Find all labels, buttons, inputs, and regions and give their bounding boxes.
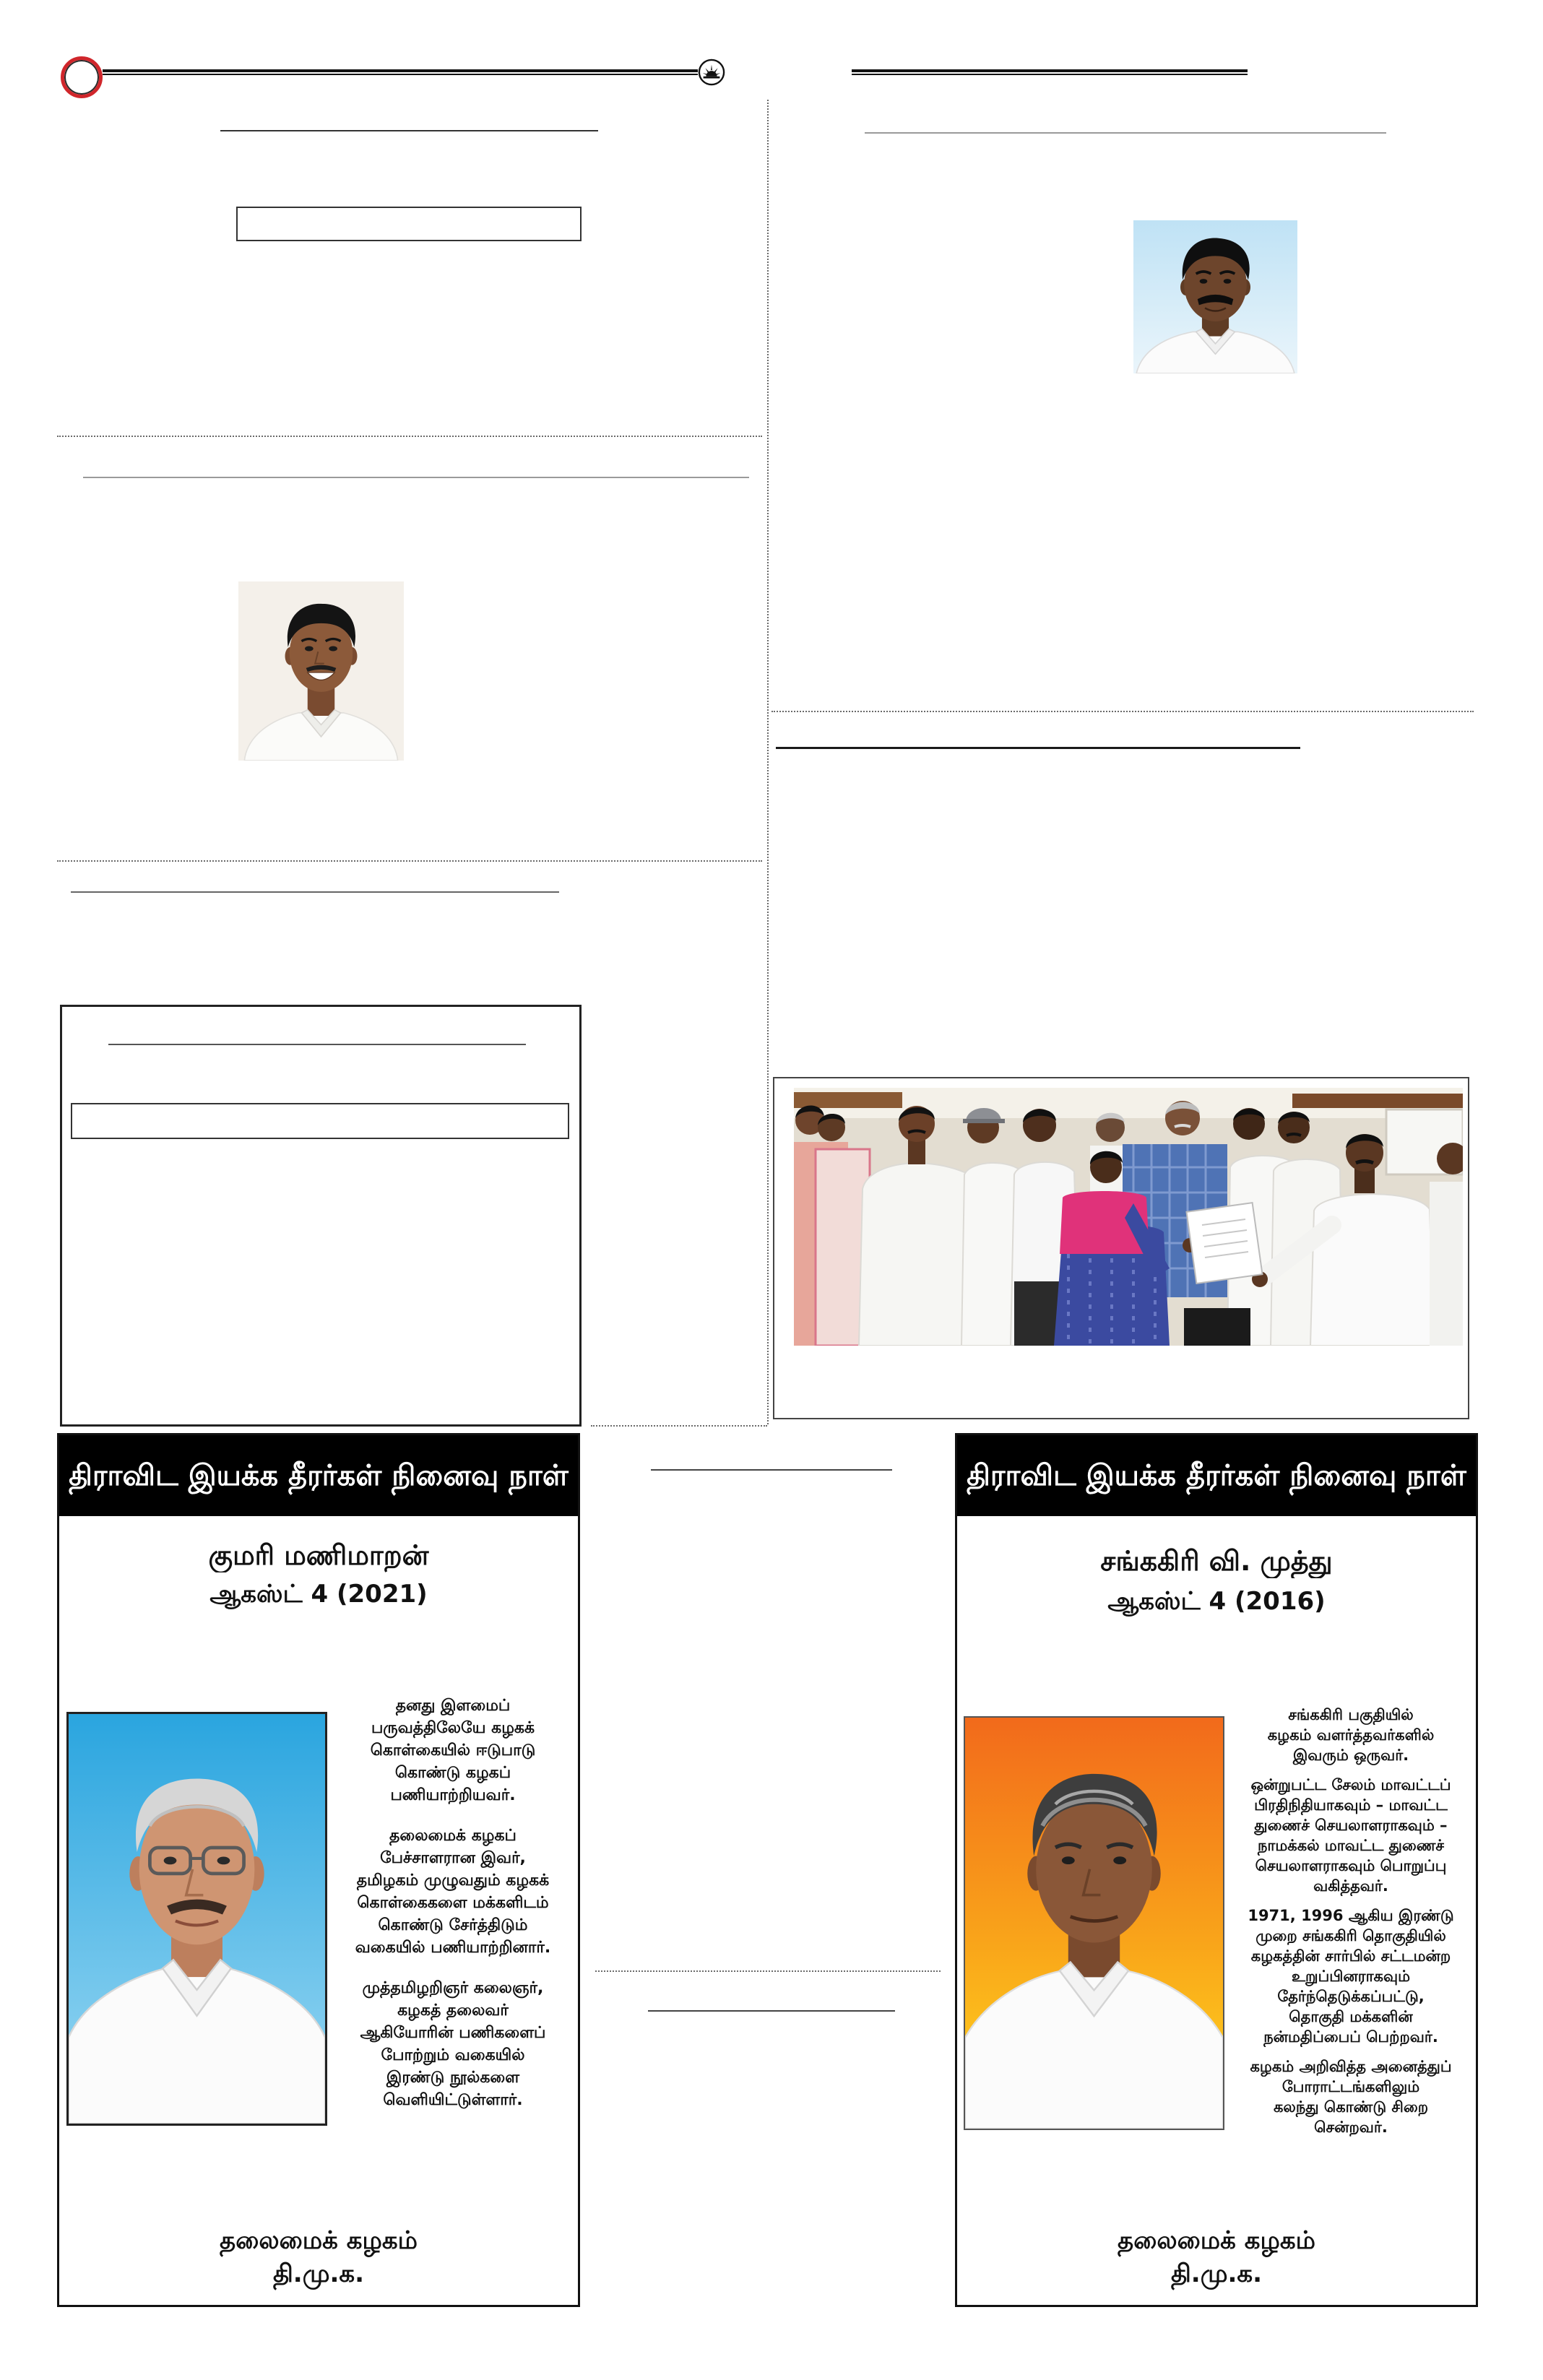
bio-line: கொள்கையில் ஈடுபாடு [370,1741,536,1760]
bio-line: சங்ககிரி பகுதியில் [1288,1706,1414,1723]
bio-line: உறுப்பினராகவும் [1291,1968,1410,1985]
memorial-banner: திராவிட இயக்க தீரர்கள் நினைவு நாள் [957,1435,1476,1516]
bio-line: போராட்டங்களிலும் [1281,2078,1420,2095]
section-divider [772,711,1474,712]
bio-paragraph [1232,1775,1470,1896]
bio-line: தமிழகம் முழுவதும் கழகக் [356,1871,550,1890]
bio-line: ஒன்றுபட்ட சேலம் மாவட்டப் [1250,1776,1451,1793]
bio-line: நாமக்கல் மாவட்ட துணைச் [1257,1837,1445,1854]
footer-org: தலைமைக் கழகம் [220,2226,418,2255]
column-divider [767,100,769,1424]
headline-rule [648,2010,895,2012]
bio-paragraph [1232,1905,1470,2047]
memorial-bio [334,1695,572,2129]
group-photo [794,1088,1463,1346]
headline-rule [71,891,559,893]
bio-line: நன்மதிப்பைப் பெற்றவர். [1263,2028,1438,2046]
memorial-date: ஆகஸ்ட் 4 (2021) [209,1580,428,1609]
boxed-article-subhead-box [71,1103,569,1139]
headline-rule [776,747,1300,749]
handbag [1184,1308,1250,1346]
headline-rule [83,477,749,478]
masthead-rule [103,69,698,75]
bio-line: சென்றவர். [1314,2119,1388,2136]
bio-line: பருவத்திலேயே கழகக் [371,1719,535,1737]
bio-line: கலந்து கொண்டு சிறை [1274,2098,1428,2116]
bio-line: போற்றும் வகையில் [381,2046,525,2064]
footer-org: தலைமைக் கழகம் [1118,2226,1315,2255]
section-divider [57,860,762,862]
portrait-photo [1133,220,1297,373]
masthead-rule-right [852,69,1248,75]
bio-line: வெளியிட்டுள்ளார். [383,2091,523,2109]
subhead-box [236,207,582,241]
memorial-card [955,1433,1478,2307]
bio-line: கழகம் வளர்த்தவர்களில் [1267,1726,1435,1744]
rising-sun-emblem-icon [698,59,725,86]
headline-rule [651,1469,892,1471]
boxed-article-rule [108,1044,526,1045]
bio-line: கொள்கைகளை மக்களிடம் [357,1894,549,1912]
bio-paragraph [334,1977,572,2111]
bio-line: வகையில் பணியாற்றினார். [355,1939,551,1957]
red-ring-icon [61,56,103,98]
headline-rule [865,132,1386,134]
bio-line: பிரதிநிதியாகவும் – மாவட்ட [1254,1796,1448,1814]
bio-paragraph [1232,1705,1470,1765]
memorial-date: ஆகஸ்ட் 4 (2016) [1107,1587,1326,1616]
memorial-name: சங்ககிரி வி. முத்து [1100,1545,1333,1577]
memorial-portrait [964,1716,1224,2130]
bio-line: வகித்தவர். [1313,1877,1388,1895]
memorial-card [57,1433,580,2307]
bio-line: முத்தமிழறிஞர் கலைஞர், [362,1979,544,1997]
section-divider [595,1970,941,1972]
footer-party: தி.மு.க. [1170,2259,1263,2288]
section-divider [57,436,762,437]
memorial-portrait [66,1712,327,2126]
bio-line: தனது இளமைப் [395,1697,511,1715]
bio-line: இவரும் ஒருவர். [1292,1747,1409,1764]
bio-line: முறை சங்ககிரி தொகுதியில் [1255,1927,1446,1944]
bio-paragraph [334,1825,572,1959]
bio-line: கழகம் அறிவித்த அனைத்துப் [1250,2058,1452,2075]
petition-handover-photo [794,1088,1463,1346]
bio-line: தொகுதி மக்களின் [1289,2008,1413,2025]
bio-line: 1971, 1996 ஆகிய இரண்டு [1248,1907,1454,1924]
bio-line: செயலாளராகவும் பொறுப்பு [1255,1857,1447,1874]
bio-line: கொண்டு சேர்த்திடும் [378,1916,528,1934]
memorial-bio [1232,1705,1470,2147]
memorial-name: குமரி மணிமாறன் [208,1539,429,1571]
memorial-banner: திராவிட இயக்க தீரர்கள் நினைவு நாள் [59,1435,578,1516]
boxed-article [60,1005,582,1427]
headline-rule [220,130,598,131]
bio-paragraph [334,1695,572,1806]
bio-line: கொண்டு கழகப் [394,1764,511,1782]
portrait-photo [238,581,404,761]
bio-line: இரண்டு நூல்களை [386,2069,520,2087]
document-paper [1186,1203,1262,1284]
mustached-man-portrait [1133,220,1297,373]
smiling-man-portrait [238,581,404,761]
bio-line: ஆகியோரின் பணிகளைப் [360,2024,546,2042]
bio-paragraph [1232,2056,1470,2137]
bio-line: துணைச் செயலாளராகவும் – [1254,1817,1448,1834]
elderly-man-portrait [965,1718,1223,2129]
bio-line: பேச்சாளரான இவர், [380,1849,526,1867]
bio-line: தலைமைக் கழகப் [389,1827,517,1845]
footer-party: தி.மு.க. [272,2259,365,2288]
section-divider [591,1425,767,1427]
elderly-man-glasses-portrait [69,1714,325,2124]
bio-line: தேர்ந்தெடுக்கப்பட்டு, [1277,1988,1425,2005]
bio-line: கழகத் தலைவர் [397,2002,509,2020]
bio-line: பணியாற்றியவர். [390,1786,516,1804]
bio-line: கழகத்தின் சார்பில் சட்டமன்ற [1250,1947,1451,1965]
